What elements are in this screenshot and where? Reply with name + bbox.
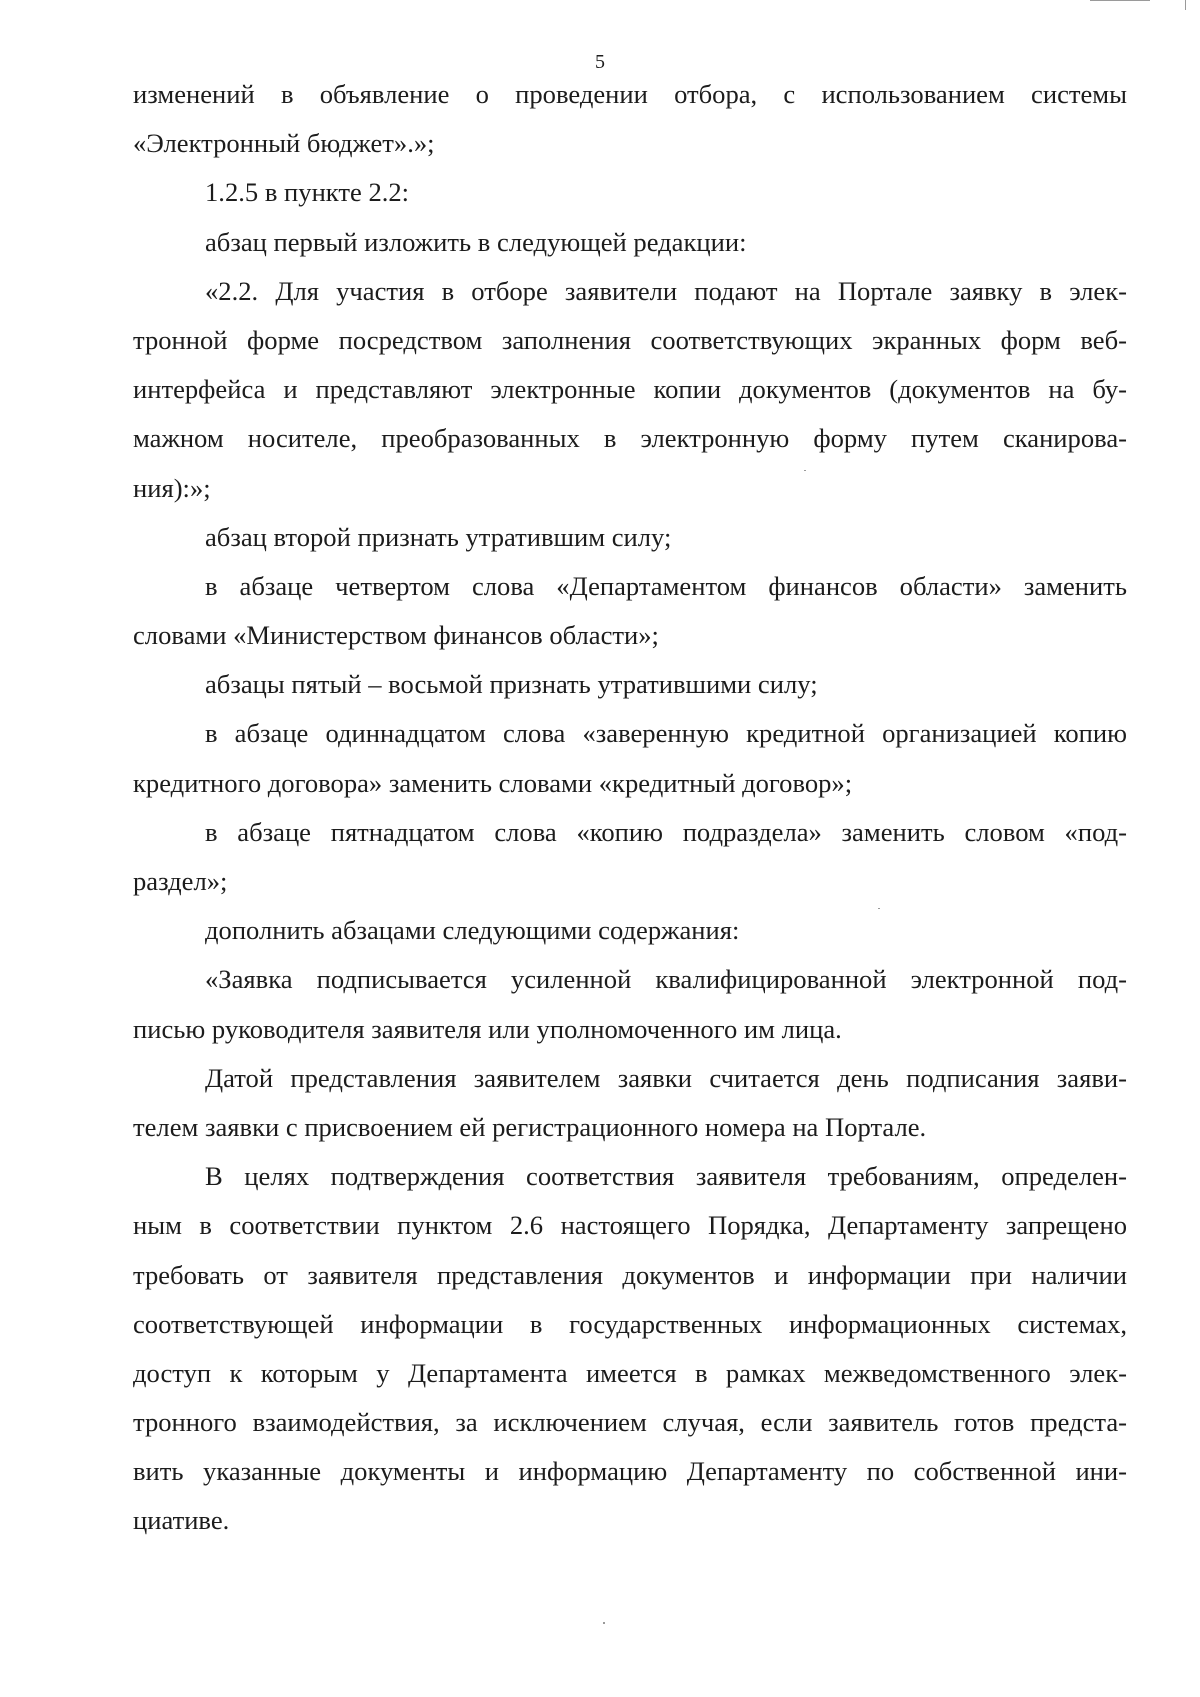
paragraph	[133, 168, 1127, 217]
text-line: в абзаце одиннадцатом слова «заверенную кредитной организацией копию	[205, 718, 1127, 749]
paragraph	[133, 709, 1127, 807]
text-line: изменений в объявление о проведении отбора, с использованием системы	[133, 79, 1127, 109]
paragraph	[133, 808, 1127, 906]
paragraph	[133, 70, 1127, 168]
text-line: ния):»;	[133, 472, 211, 503]
text-line: 1.2.5 в пункте 2.2:	[205, 177, 410, 208]
text-line: ным в соответствии пунктом 2.6 настоящего Порядка, Департаменту запрещено	[133, 1210, 1127, 1241]
text-line: Датой представления заявителем заявки считается день подписания заяви-	[205, 1062, 1127, 1093]
text-line: интерфейса и представляют электронные копии документов (документов на бу-	[133, 374, 1127, 405]
text-line: раздел»;	[133, 866, 228, 896]
text-line: писью руководителя заявителя или уполномоченного им лица.	[133, 1013, 842, 1044]
paragraph	[133, 906, 1127, 955]
paragraph	[133, 267, 1127, 513]
text-line: тронного взаимодействия, за исключением случая, если заявитель готов предста-	[133, 1407, 1127, 1438]
text-line: требовать от заявителя представления документов и информации при наличии	[133, 1259, 1127, 1290]
paragraph	[133, 1054, 1127, 1152]
scan-mark	[1090, 0, 1150, 1]
paragraph	[133, 562, 1127, 660]
text-line: вить указанные документы и информацию Департаменту по собственной ини-	[133, 1456, 1127, 1487]
text-line: телем заявки с присвоением ей регистрационного номера на Портале.	[133, 1111, 927, 1142]
text-line: мажном носителе, преобразованных в электронную форму путем сканирова-	[133, 423, 1127, 454]
scan-mark	[878, 908, 880, 909]
text-line: дополнить абзацами следующими содержания:	[205, 915, 740, 946]
text-line: тронной форме посредством заполнения соответствующих экранных форм веб-	[133, 324, 1127, 355]
text-line: «2.2. Для участия в отборе заявители подают на Портале заявку в элек-	[205, 275, 1127, 306]
text-line: словами «Министерством финансов области»;	[133, 620, 659, 651]
paragraph	[133, 1152, 1127, 1546]
text-line: «Электронный бюджет».»;	[133, 128, 435, 159]
text-line: соответствующей информации в государственных информационных системах,	[133, 1308, 1127, 1339]
text-line: в абзаце пятнадцатом слова «копию подраздела» заменить словом «под-	[205, 816, 1127, 847]
scan-mark	[804, 470, 806, 471]
scan-mark	[603, 1622, 605, 1624]
scan-mark	[1185, 0, 1186, 10]
text-line: абзацы пятый – восьмой признать утратившими силу;	[205, 669, 818, 700]
paragraph	[133, 218, 1127, 267]
text-line: доступ к которым у Департамента имеется в рамках межведомственного элек-	[133, 1357, 1127, 1388]
paragraph	[133, 513, 1127, 562]
page-number: 5	[595, 51, 605, 73]
text-line: кредитного договора» заменить словами «кредитный договор»;	[133, 767, 853, 798]
text-line: в абзаце четвертом слова «Департаментом финансов области» заменить	[205, 570, 1127, 601]
text-line: абзац первый изложить в следующей редакции:	[205, 226, 747, 257]
text-line: абзац второй признать утратившим силу;	[205, 521, 672, 552]
document-body	[133, 70, 1127, 1546]
text-line: циативе.	[133, 1505, 230, 1536]
text-line: «Заявка подписывается усиленной квалифицированной электронной под-	[205, 964, 1127, 995]
paragraph	[133, 955, 1127, 1053]
paragraph	[133, 660, 1127, 709]
text-line: В целях подтверждения соответствия заявителя требованиям, определен-	[205, 1161, 1127, 1192]
